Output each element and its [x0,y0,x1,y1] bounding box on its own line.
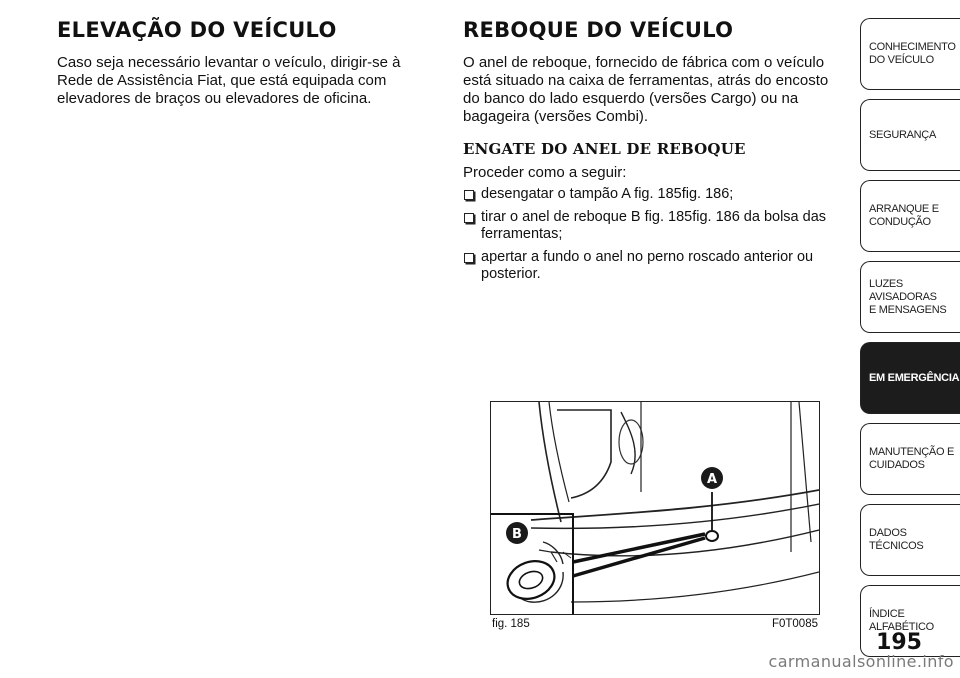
figure-185 [490,401,820,630]
tow-ring-illustration [490,401,820,615]
section-title-towing: REBOQUE DO VEÍCULO [463,18,734,42]
section-title-vehicle-lift: ELEVAÇÃO DO VEÍCULO [57,18,337,42]
tab-maintenance[interactable]: MANUTENÇÃO E CUIDADOS [860,423,960,495]
right-column [463,18,843,289]
bumper-drawing [491,402,819,614]
tab-index[interactable]: ÍNDICE ALFABÉTICO [860,585,960,657]
vehicle-lift-text: Caso seja necessário levantar o veículo, dirigir-se à Rede de Assistência Fiat, que está equipada com elevadores de braços ou elevadores de oficina. [57,54,401,107]
left-column [57,18,427,118]
callout-a-label: A [706,472,718,487]
tab-starting-driving[interactable]: ARRANQUE E CONDUÇÃO [860,180,960,252]
tab-emergency[interactable]: EM EMERGÊNCIA [860,342,960,414]
checkbox-bullet-icon [464,213,474,223]
watermark: carmanualsonline.info [768,652,954,671]
checkbox-bullet-icon [464,190,474,200]
list-item: tirar o anel de reboque B fig. 185fig. 186 da bolsa das ferramentas; [463,209,843,243]
tab-vehicle-knowledge[interactable]: CONHECIMENTO DO VEÍCULO [860,18,960,90]
tow-ring-subheading: ENGATE DO ANEL DE REBOQUE [463,140,746,158]
callout-b-label: B [512,527,522,542]
procedure-intro: Proceder como a seguir: [463,164,627,181]
figure-caption [490,618,820,630]
figure-code: F0T0085 [771,618,818,630]
list-item: apertar a fundo o anel no perno roscado anterior ou posterior. [463,249,843,283]
tab-technical-data[interactable]: DADOS TÉCNICOS [860,504,960,576]
procedure-steps [463,186,843,283]
chapter-tabs [860,18,960,666]
towing-text: O anel de reboque, fornecido de fábrica com o veículo está situado na caixa de ferramentas, atrás do encosto do banco do lado esquerdo (versões Cargo) ou na bagageira (versões Combi). [463,54,829,125]
checkbox-bullet-icon [464,253,474,263]
page-number: 195 [876,630,922,655]
tab-safety[interactable]: SEGURANÇA [860,99,960,171]
tab-warning-lights[interactable]: LUZES AVISADORAS E MENSAGENS [860,261,960,333]
figure-label: fig. 185 [492,618,530,630]
list-item: desengatar o tampão A fig. 185fig. 186; [463,186,843,203]
